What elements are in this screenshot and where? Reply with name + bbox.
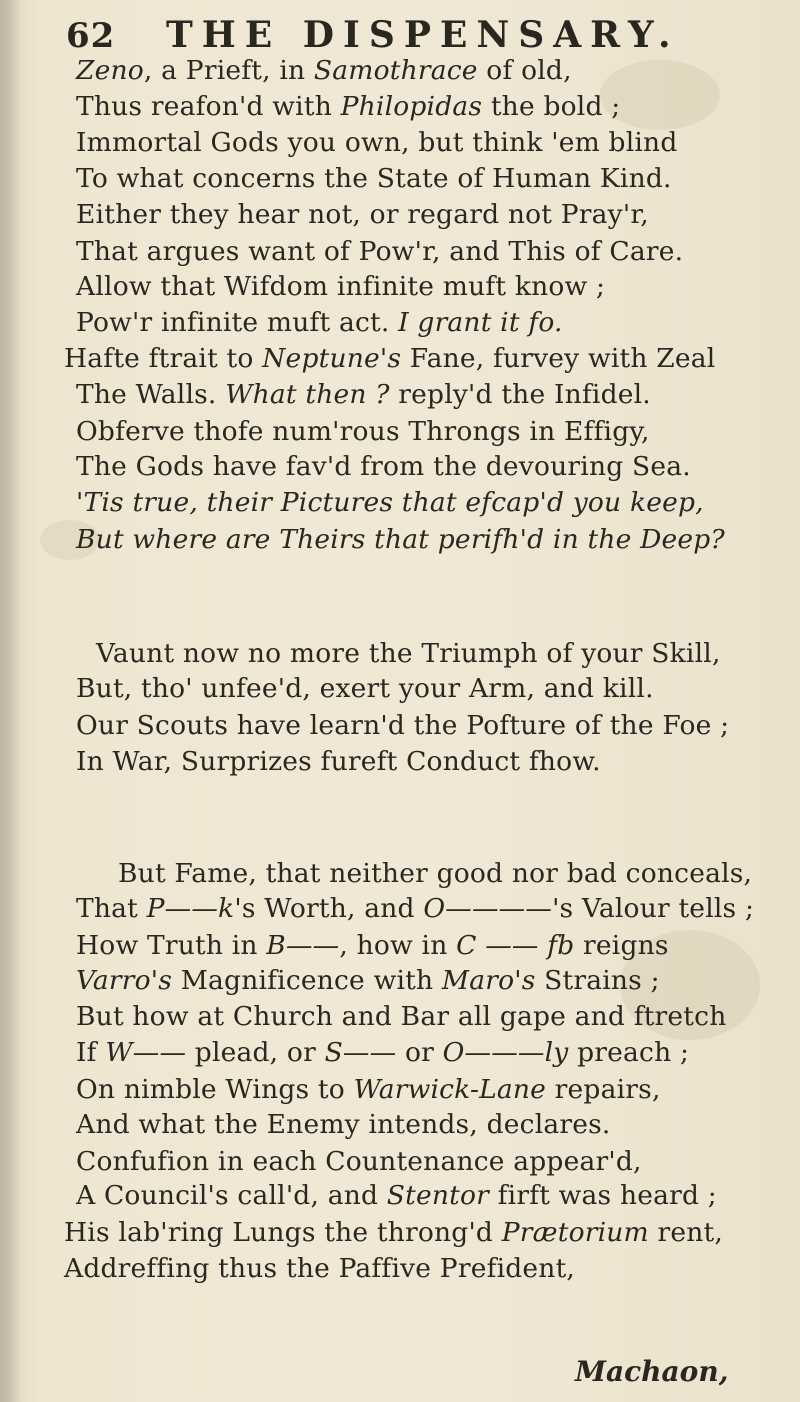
verse-italic-text: Samothrace <box>313 55 478 86</box>
verse-italic-text: Neptune's <box>262 343 402 374</box>
verse-text: In War, Surprizes fureft Conduct fhow. <box>76 746 601 777</box>
verse-text: How Truth in <box>76 930 267 961</box>
verse-text: preach ; <box>568 1037 690 1068</box>
verse-italic-text: W—— <box>105 1037 187 1068</box>
verse-line <box>76 930 669 962</box>
verse-line <box>76 451 691 483</box>
verse-text: reply'd the Infidel. <box>389 379 651 410</box>
verse-text: repairs, <box>546 1074 661 1105</box>
verse-line <box>76 379 651 411</box>
verse-italic-text: S—— <box>324 1037 397 1068</box>
verse-text: Our Scouts have learn'd the Pofture of the Foe ; <box>76 710 730 741</box>
verse-text: Addreffing thus the Paffive Prefident, <box>64 1253 576 1284</box>
verse-line <box>76 673 654 705</box>
verse-text: the bold ; <box>482 91 621 122</box>
verse-text: Allow that Wifdom infinite muft know ; <box>76 271 606 302</box>
verse-text: 's Valour tells ; <box>552 893 755 924</box>
verse-text: That <box>76 893 147 924</box>
catchword: Machaon, <box>575 1355 729 1388</box>
verse-line <box>76 416 650 448</box>
verse-line <box>76 127 677 159</box>
verse-line <box>76 91 620 123</box>
verse-italic-text: C —— fb <box>456 930 575 961</box>
verse-line <box>76 1074 661 1106</box>
verse-line <box>76 55 572 87</box>
verse-italic-text: Stentor <box>386 1180 490 1211</box>
verse-text: , a Prieft, in <box>143 55 314 86</box>
verse-text: of old, <box>477 55 572 86</box>
verse-text: His lab'ring Lungs the throng'd <box>64 1217 502 1248</box>
verse-line <box>76 307 563 339</box>
verse-text: But Fame, that neither good nor bad conceals, <box>118 858 753 889</box>
verse-text: Magnificence with <box>172 965 442 996</box>
verse-line <box>76 746 601 778</box>
verse-text: The Walls. <box>76 379 226 410</box>
verse-text: 's Worth, and <box>234 893 424 924</box>
verse-text: Obferve thofe num'rous Throngs in Effigy, <box>76 416 650 447</box>
page-number: 62 <box>66 16 116 56</box>
verse-line <box>76 236 683 268</box>
verse-italic-text: Prætorium <box>501 1217 649 1248</box>
verse-line <box>76 893 754 925</box>
verse-text: To what concerns the State of Human Kind. <box>76 163 672 194</box>
verse-text: The Gods have fav'd from the devouring Sea. <box>76 451 691 482</box>
verse-text: rent, <box>648 1217 723 1248</box>
verse-line <box>76 710 729 742</box>
verse-line <box>76 1180 717 1212</box>
verse-text: plead, or <box>186 1037 325 1068</box>
verse-italic-text: Varro's <box>76 965 173 996</box>
verse-line <box>76 1146 642 1178</box>
verse-italic-text: Philopidas <box>340 91 483 122</box>
verse-line <box>64 343 715 375</box>
verse-text: reigns <box>574 930 669 961</box>
page-gutter-shadow <box>0 0 22 1402</box>
verse-text: A Council's call'd, and <box>76 1180 387 1211</box>
verse-line <box>76 1001 726 1033</box>
verse-text: Pow'r infinite muft act. <box>76 307 399 338</box>
verse-line <box>118 858 752 890</box>
verse-italic-text: Maro's <box>441 965 536 996</box>
verse-italic-text: B—— <box>266 930 340 961</box>
verse-line <box>96 638 721 670</box>
verse-line <box>76 1109 611 1141</box>
verse-text: If <box>76 1037 106 1068</box>
verse-line <box>76 1037 689 1069</box>
verse-line <box>64 1217 723 1249</box>
verse-line <box>76 271 605 303</box>
verse-italic-text: 'Tis true, their Pictures that efcap'd you keep, <box>76 487 704 518</box>
verse-text: Immortal Gods you own, but think 'em blind <box>76 127 678 158</box>
verse-italic-text: I grant it fo. <box>398 307 563 338</box>
verse-text: , how in <box>339 930 457 961</box>
verse-text: Vaunt now no more the Triumph of your Skill, <box>96 638 721 669</box>
verse-italic-text: Zeno <box>76 55 144 86</box>
verse-line <box>76 487 704 519</box>
verse-text: firft was heard ; <box>489 1180 717 1211</box>
verse-text: Fane, furvey with Zeal <box>401 343 716 374</box>
verse-text: On nimble Wings to <box>76 1074 354 1105</box>
running-title: THE DISPENSARY. <box>166 14 680 56</box>
verse-text: Either they hear not, or regard not Pray'r, <box>76 199 649 230</box>
verse-text: But, tho' unfee'd, exert your Arm, and kill. <box>76 673 654 704</box>
verse-line <box>64 1253 575 1285</box>
verse-line <box>76 163 672 195</box>
verse-italic-text: What then ? <box>225 379 390 410</box>
verse-line <box>76 199 649 231</box>
verse-text: And what the Enemy intends, declares. <box>76 1109 611 1140</box>
verse-text: Strains ; <box>535 965 660 996</box>
verse-italic-text: Warwick-Lane <box>353 1074 547 1105</box>
verse-text: Thus reafon'd with <box>76 91 341 122</box>
verse-italic-text: O———ly <box>442 1037 569 1068</box>
verse-italic-text: O———— <box>423 893 553 924</box>
verse-text: That argues want of Pow'r, and This of Care. <box>76 236 684 267</box>
verse-text: Confufion in each Countenance appear'd, <box>76 1146 642 1177</box>
verse-text: or <box>396 1037 443 1068</box>
verse-text: But how at Church and Bar all gape and ftretch <box>76 1001 727 1032</box>
verse-italic-text: But where are Theirs that perifh'd in the Deep? <box>76 524 725 555</box>
verse-text: Hafte ftrait to <box>64 343 263 374</box>
verse-line <box>76 524 725 556</box>
verse-line <box>76 965 660 997</box>
verse-italic-text: P——k <box>146 893 235 924</box>
